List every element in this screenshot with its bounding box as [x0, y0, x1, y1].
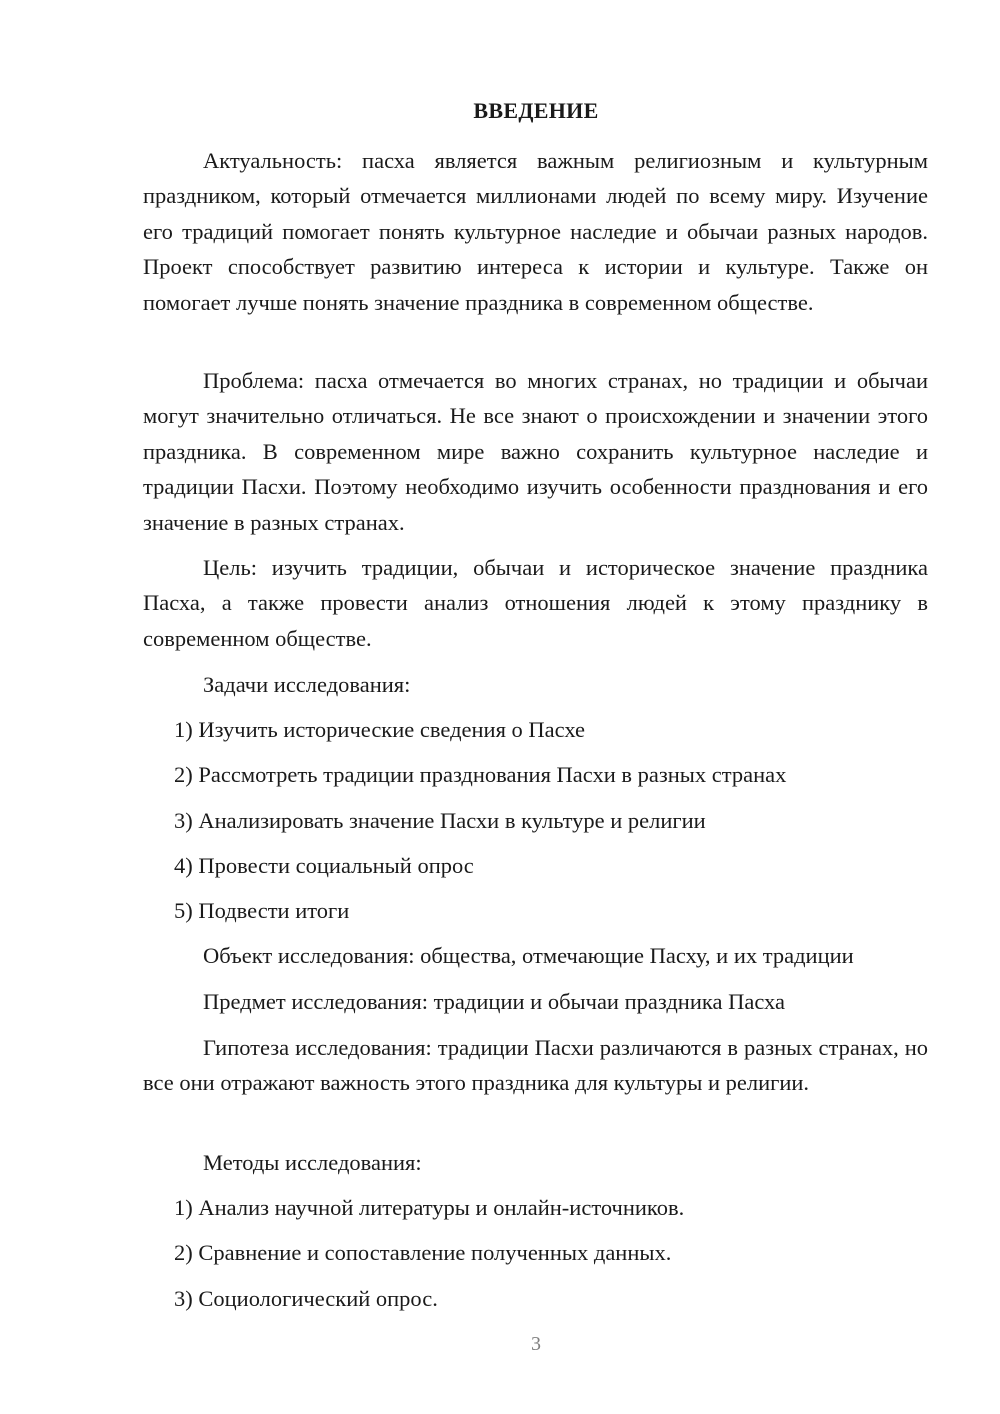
relevance-paragraph: Актуальность: пасха является важным религиозным и культурным праздником, который отмечается миллионами людей по всему миру. Изучение его традиций помогает понять культурное наследие и обычаи разных народов. Проект способствует развитию интереса к истории и культуре. Также он помогает лучше понять значение праздника в современном обществе.	[143, 148, 928, 315]
subject-line: Предмет исследования: традиции и обычаи праздника Пасха	[203, 989, 785, 1014]
task-item: 3) Анализировать значение Пасхи в культуре и религии	[174, 808, 706, 833]
page-title: ВВЕДЕНИЕ	[473, 98, 599, 123]
object-line: Объект исследования: общества, отмечающие Пасху, и их традиции	[203, 943, 854, 968]
method-item: 3) Социологический опрос.	[174, 1286, 438, 1311]
hypothesis-paragraph: Гипотеза исследования: традиции Пасхи различаются в разных странах, но все они отражают важность этого праздника для культуры и религии.	[143, 1035, 928, 1096]
page-number: 3	[531, 1333, 541, 1355]
methods-heading: Методы исследования:	[203, 1150, 422, 1175]
task-item: 1) Изучить исторические сведения о Пасхе	[174, 717, 586, 742]
tasks-heading: Задачи исследования:	[203, 672, 411, 697]
goal-paragraph: Цель: изучить традиции, обычаи и историческое значение праздника Пасха, а также провести анализ отношения людей к этому празднику в современном обществе.	[143, 555, 928, 651]
task-item: 2) Рассмотреть традиции празднования Пасхи в разных странах	[174, 762, 787, 787]
problem-paragraph: Проблема: пасха отмечается во многих странах, но традиции и обычаи могут значительно отличаться. Не все знают о происхождении и значении этого праздника. В современном мире важно сохранить культурное наследие и традиции Пасхи. Поэтому необходимо изучить особенности празднования и его значение в разных странах.	[143, 368, 928, 535]
task-item: 4) Провести социальный опрос	[174, 853, 474, 878]
task-item: 5) Подвести итоги	[174, 898, 350, 923]
method-item: 1) Анализ научной литературы и онлайн-источников.	[174, 1195, 685, 1220]
method-item: 2) Сравнение и сопоставление полученных данных.	[174, 1240, 672, 1265]
